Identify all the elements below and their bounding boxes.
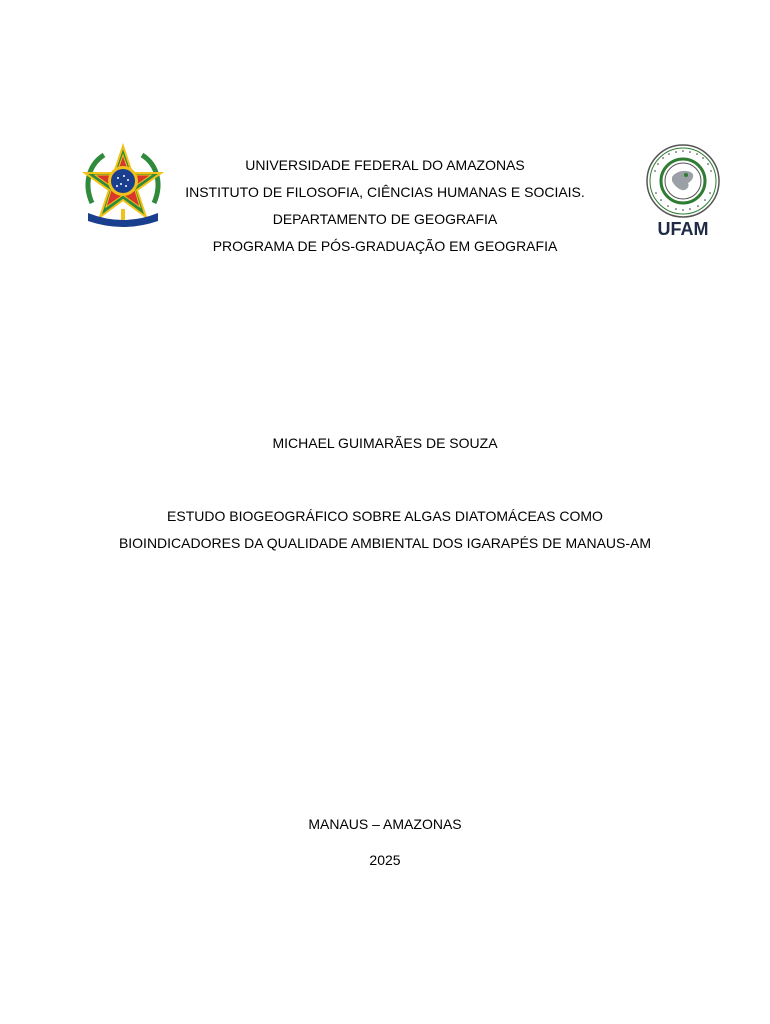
thesis-title-line-1: ESTUDO BIOGEOGRÁFICO SOBRE ALGAS DIATOMÁCEAS COMO <box>167 508 603 524</box>
author-name: MICHAEL GUIMARÃES DE SOUZA <box>272 435 498 451</box>
ufam-logo <box>640 143 726 243</box>
department-name: DEPARTAMENTO DE GEOGRAFIA <box>272 211 498 227</box>
ufam-seal-icon <box>640 143 726 219</box>
place: MANAUS – AMAZONAS <box>308 816 462 832</box>
program-name: PROGRAMA DE PÓS-GRADUAÇÃO EM GEOGRAFIA <box>212 238 558 254</box>
ufam-logo-label: UFAM <box>657 219 709 239</box>
year: 2025 <box>369 852 401 868</box>
institute-name: INSTITUTO DE FILOSOFIA, CIÊNCIAS HUMANAS E SOCIAIS. <box>185 184 585 200</box>
thesis-title-line-2: BIOINDICADORES DA QUALIDADE AMBIENTAL DOS IGARAPÉS DE MANAUS-AM <box>118 535 652 551</box>
university-name: UNIVERSIDADE FEDERAL DO AMAZONAS <box>245 157 525 173</box>
